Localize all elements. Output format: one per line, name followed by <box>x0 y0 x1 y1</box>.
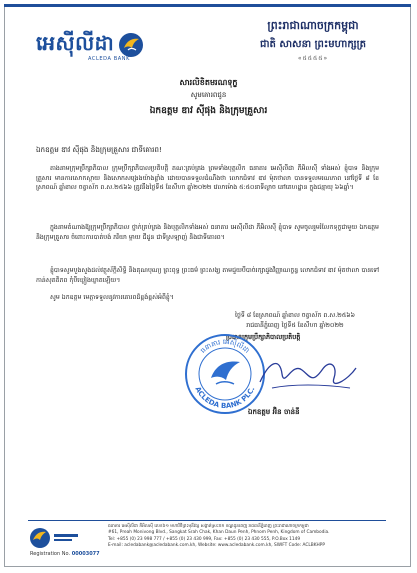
address-khmer: ធនាគារ អេស៊ីលីដា ភីអិលស៊ី លេខ៦១ មហាវិថីព្រះមុនីវង្ស សង្កាត់ស្រះចក ខណ្ឌដូនពេញ រាជធានីភ្នំពេញ ព្រះរាជាណាចក្រកម្ពុជា <box>108 524 309 529</box>
stamp-text-top: ធនាគារ អេស៊ីលីដា <box>199 337 251 355</box>
footer-logo-icon <box>28 526 80 550</box>
ornament-divider: «៥៥៥៥» <box>297 55 329 62</box>
footer-divider <box>28 520 386 521</box>
handwritten-signature <box>252 340 362 400</box>
logo-english-text: ACLEDA BANK <box>88 56 131 62</box>
logo-khmer-text: អេស៊ីលីដា <box>36 31 115 55</box>
motto-line: ជាតិ សាសនា ព្រះមហាក្សត្រ <box>260 39 366 50</box>
paragraph-3: ខ្ញុំបាទសូមបួងសួងដល់វត្ថុស័ក្តិសិទ្ធិ និងគុណបុណ្យ ព្រះពុទ្ធ ព្រះធម៌ ព្រះសង្ឃ តាមជួយបីបាច់រក្សាដួងវិញ្ញាណក្ខន្ធ លោកជំទាវ ឌាវ ម៉ុតថាលា បានទៅកាន់សុគតិភព កុំបីឃ្លៀងឃ្លាតឡើយ។ <box>36 267 379 284</box>
date-block <box>205 311 385 330</box>
top-accent-bar <box>4 4 411 7</box>
title-respectfully: សូមគោរពជូន <box>190 91 227 99</box>
kingdom-header <box>243 19 383 63</box>
solar-date: រាជធានីភ្នំពេញ ថ្ងៃទី៥ ខែសីហា ឆ្នាំ២០២២ <box>246 321 344 329</box>
lunar-date: ថ្ងៃទី ៨ ខែស្រាពណ៍ ឆ្នាំខាល ចត្វាស័ក ព.ស.២៥៦៦ <box>235 312 355 319</box>
paragraph-4: សូម ឯកឧត្តម មេត្តាទទួលនូវការគោរពដ៏ខ្ពង់ខ្ពស់អំពីខ្ញុំ។ <box>50 294 174 301</box>
reg-value: 00003077 <box>71 551 100 557</box>
stamp-bird-icon <box>211 362 240 380</box>
contact-email: E-mail: acledabank@acledabank.com.kh, Website: www.acledabank.com.kh, SWIFT Code: ACLBKHPP <box>108 543 325 549</box>
salutation: ឯកឧត្តម ឌាវ ស៊ីផុង និងក្រុមគ្រួសារ ជាទីគោរព! <box>36 145 162 154</box>
title-recipient: ឯកឧត្តម ឌាវ ស៊ីផុង និងក្រុមគ្រួសារ <box>149 106 268 116</box>
bird-logo-icon <box>118 32 144 58</box>
signer-name: ឯកឧត្តម អ៊ិន ចាន់នី <box>248 408 300 416</box>
stamp-text-bottom: ACLEDA BANK PLC. <box>193 385 257 411</box>
signer-role: ប្រធានក្រុមប្រឹក្សាភិបាលប្រតិបត្តិ <box>226 333 301 341</box>
address-english: #61, Preah Monivong Blvd., Sangkat Srah Chak, Khan Daun Penh, Phnom Penh, Kingdom of Cambodia. <box>108 530 330 536</box>
paragraph-2: ក្នុងនាមតំណាងឱ្យក្រុមប្រឹក្សាភិបាល ថ្នាក់គ្រប់គ្រង និងបុគ្គលិកទាំងអស់ ធនាគារ អេស៊ីលីដា ភីអិលស៊ី ខ្ញុំបាទ សូមចូលរួមរំលែកទុក្ខជាមួយ ឯកឧត្តម និងក្រុមគ្រួសារ ចំពោះការបាត់បង់ ភរិយា ម្តាយ ជីដូន ជាទីស្រឡាញ់ និងជាទីគោរព។ <box>36 224 379 241</box>
contact-phone: Tel: +855 (0) 23 998 777 / +855 (0) 23 430 999, Fax: +855 (0) 23 430 555, P.O.Box 1149 <box>108 536 301 542</box>
title-condolence: សារលិខិតមរណទុក្ខ <box>179 78 238 87</box>
registration-number <box>30 551 100 557</box>
reg-label: Registration No. <box>30 551 71 557</box>
letter-title <box>0 77 417 118</box>
kingdom-line: ព្រះរាជាណាចក្រកម្ពុជា <box>267 19 359 32</box>
footer-address <box>108 524 388 550</box>
paragraph-1: តាងនាមក្រុមប្រឹក្សាភិបាល ក្រុមប្រឹក្សាភិបាលប្រតិបត្តិ គណៈគ្រប់គ្រង ព្រមទាំងបុគ្គលិក ធនាគារ អេស៊ីលីដា ភីអិលស៊ី ទាំងអស់ ខ្ញុំបាទ និងក្រុមគ្រួសារ មានការសោកស្តាយ និងសោកសង្រេងយ៉ាងខ្លាំង ដោយបានទទួលដំណឹងថា លោកជំទាវ ឌាវ ម៉ុតថាលា បានទទួលមរណភាព នៅថ្ងៃទី ៨ ខែស្រាពណ៍ ឆ្នាំខាល ចត្វាស័ក ព.ស.២៥៦៦ ត្រូវនឹងថ្ងៃទី៥ ខែសីហា ឆ្នាំ២០២២ វេលាម៉ោង ៥:៥០នាទីល្ងាច នៅគេហដ្ឋាន ក្នុងជន្មាយុ ៦៦ឆ្នាំ។ <box>36 165 379 192</box>
